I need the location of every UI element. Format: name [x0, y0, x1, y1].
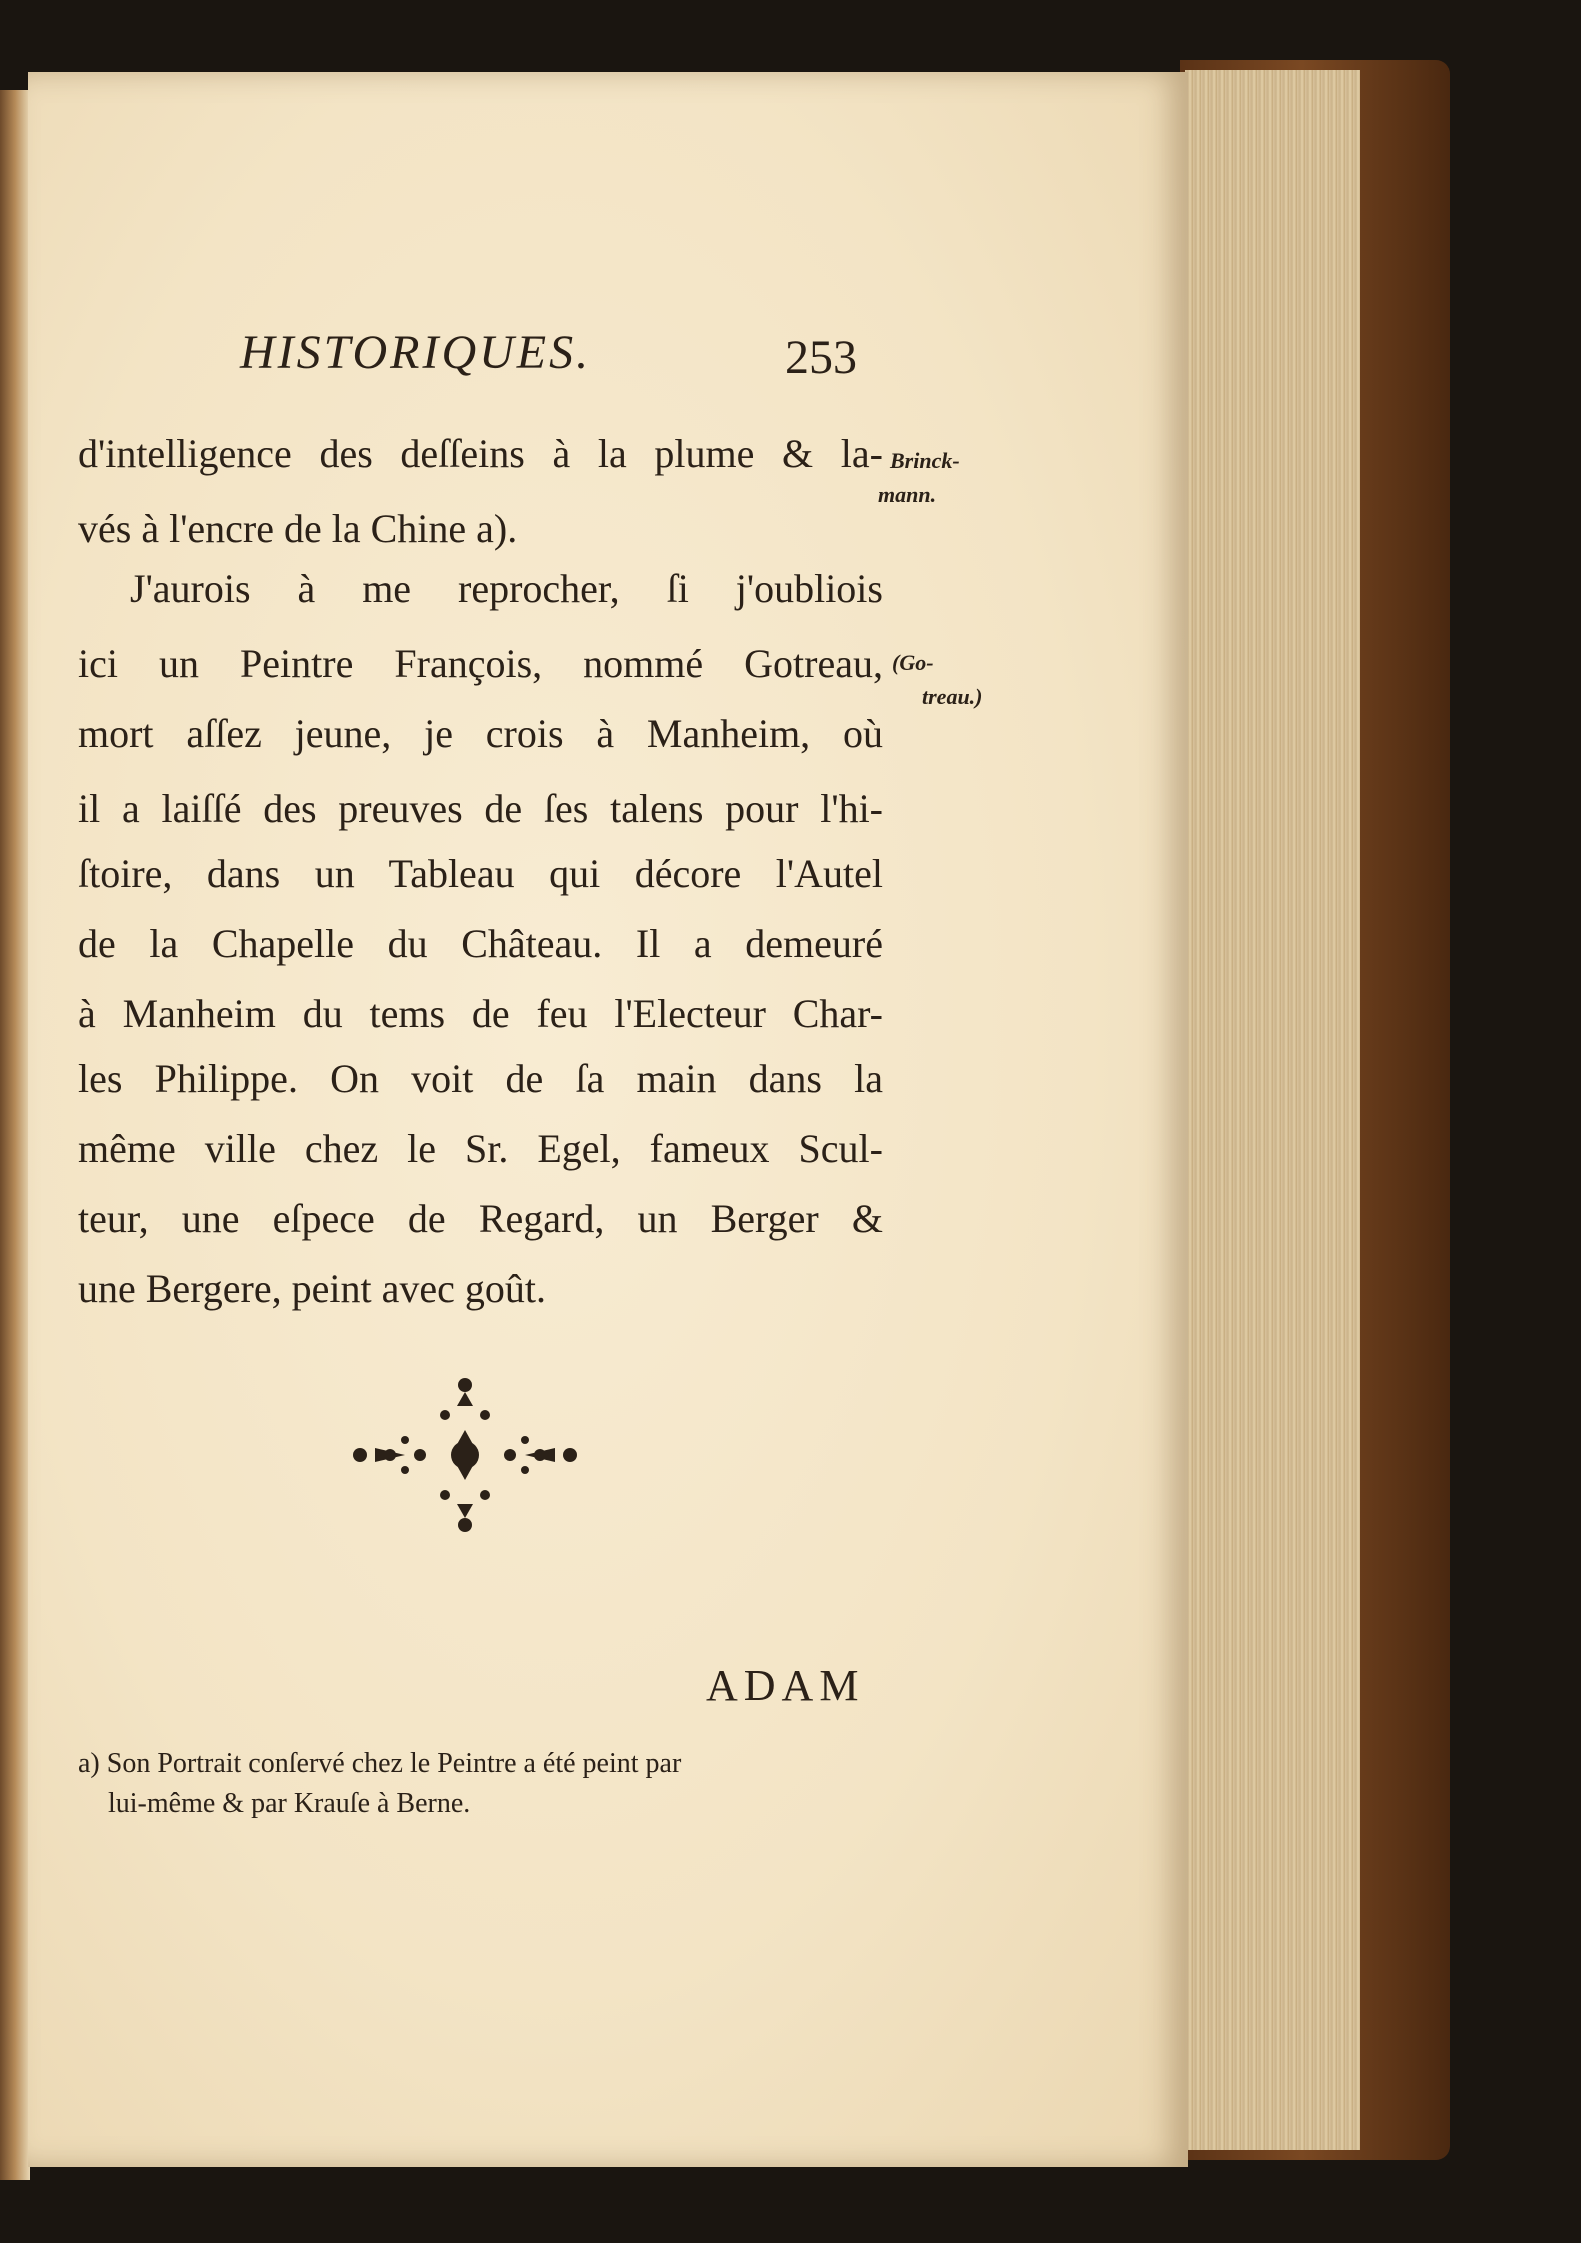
book-page: [28, 72, 1188, 2167]
body-line-10: les Philippe. On voit de ſa main dans la: [78, 1056, 883, 1101]
body-line-8: de la Chapelle du Château. Il a demeuré: [78, 921, 883, 966]
footnote-line-2: lui-même & par Krauſe à Berne.: [108, 1788, 471, 1819]
body-line-3: J'aurois à me reprocher, ſi j'oubliois: [130, 566, 883, 611]
page-number: 253: [785, 331, 857, 384]
left-page-edge: [0, 90, 30, 2180]
body-line-2: vés à l'encre de la Chine a).: [78, 506, 518, 551]
running-title: HISTORIQUES.: [240, 326, 592, 379]
body-line-11: même ville chez le Sr. Egel, fameux Scul-: [78, 1126, 883, 1171]
body-line-4: ici un Peintre François, nommé Gotreau,: [78, 641, 883, 686]
body-line-12: teur, une eſpece de Regard, un Berger &: [78, 1196, 883, 1241]
catchword: ADAM: [706, 1661, 865, 1710]
body-line-5: mort aſſez jeune, je crois à Manheim, où: [78, 711, 883, 756]
margin-note-brinckmann-2: mann.: [878, 482, 937, 507]
margin-note-brinckmann-1: Brinck-: [890, 448, 960, 473]
margin-note-gotreau-2: treau.): [922, 684, 983, 709]
page-fore-edge: [1185, 70, 1360, 2150]
margin-note-gotreau-1: (Go-: [892, 650, 934, 675]
body-line-13: une Bergere, peint avec goût.: [78, 1266, 546, 1311]
body-line-9: à Manheim du tems de feu l'Electeur Char-: [78, 991, 883, 1036]
body-line-1: d'intelligence des deſſeins à la plume & la-: [78, 431, 883, 476]
body-line-7: ſtoire, dans un Tableau qui décore l'Autel: [78, 851, 883, 896]
fleuron-ornament: [345, 1370, 585, 1540]
body-line-6: il a laiſſé des preuves de ſes talens pour l'hi-: [78, 786, 883, 831]
footnote-line-1: a) Son Portrait conſervé chez le Peintre a été peint par: [78, 1748, 682, 1779]
